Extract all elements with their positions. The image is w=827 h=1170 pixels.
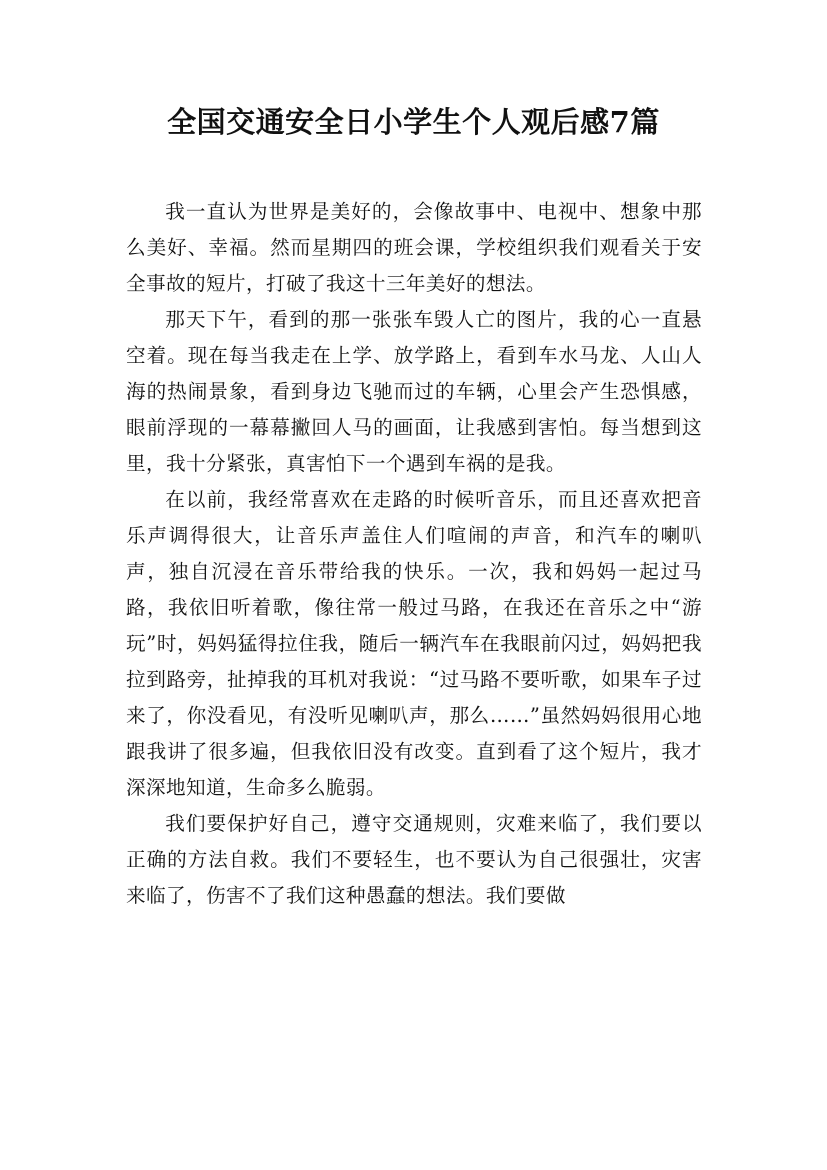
paragraph: 我一直认为世界是美好的，会像故事中、电视中、想象中那么美好、幸福。然而星期四的班会课，学校组织我们观看关于安全事故的短片，打破了我这十三年美好的想法。 xyxy=(126,200,702,295)
paragraph: 在以前，我经常喜欢在走路的时候听音乐，而且还喜欢把音乐声调得很大，让音乐声盖住人们喧闹的声音，和汽车的喇叭声，独自沉浸在音乐带给我的快乐。一次，我和妈妈一起过马路，我依旧听着歌，像往常一般过马路，在我还在音乐之中“游玩”时，妈妈猛得拉住我，随后一辆汽车在我眼前闪过，妈妈把我拉到路旁，扯掉我的耳机对我说：“过马路不要听歌，如果车子过来了，你没看见，有没听见喇叭声，那么……”虽然妈妈很用心地跟我讲了很多遍，但我依旧没有改变。直到看了这个短片，我才深深地知道，生命多么脆弱。 xyxy=(126,488,702,799)
paragraph: 那天下午，看到的那一张张车毁人亡的图片，我的心一直悬空着。现在每当我走在上学、放学路上，看到车水马龙、人山人海的热闹景象，看到身边飞驰而过的车辆，心里会产生恐惧感，眼前浮现的一幕幕撇回人马的画面，让我感到害怕。每当想到这里，我十分紧张，真害怕下一个遇到车祸的是我。 xyxy=(126,308,702,475)
document-title: 全国交通安全日小学生个人观后感7篇 xyxy=(167,105,660,139)
document-body xyxy=(126,194,702,914)
paragraph: 我们要保护好自己，遵守交通规则，灾难来临了，我们要以正确的方法自救。我们不要轻生，也不要认为自己很强壮，灾害来临了，伤害不了我们这种愚蠢的想法。我们要做 xyxy=(126,812,702,907)
